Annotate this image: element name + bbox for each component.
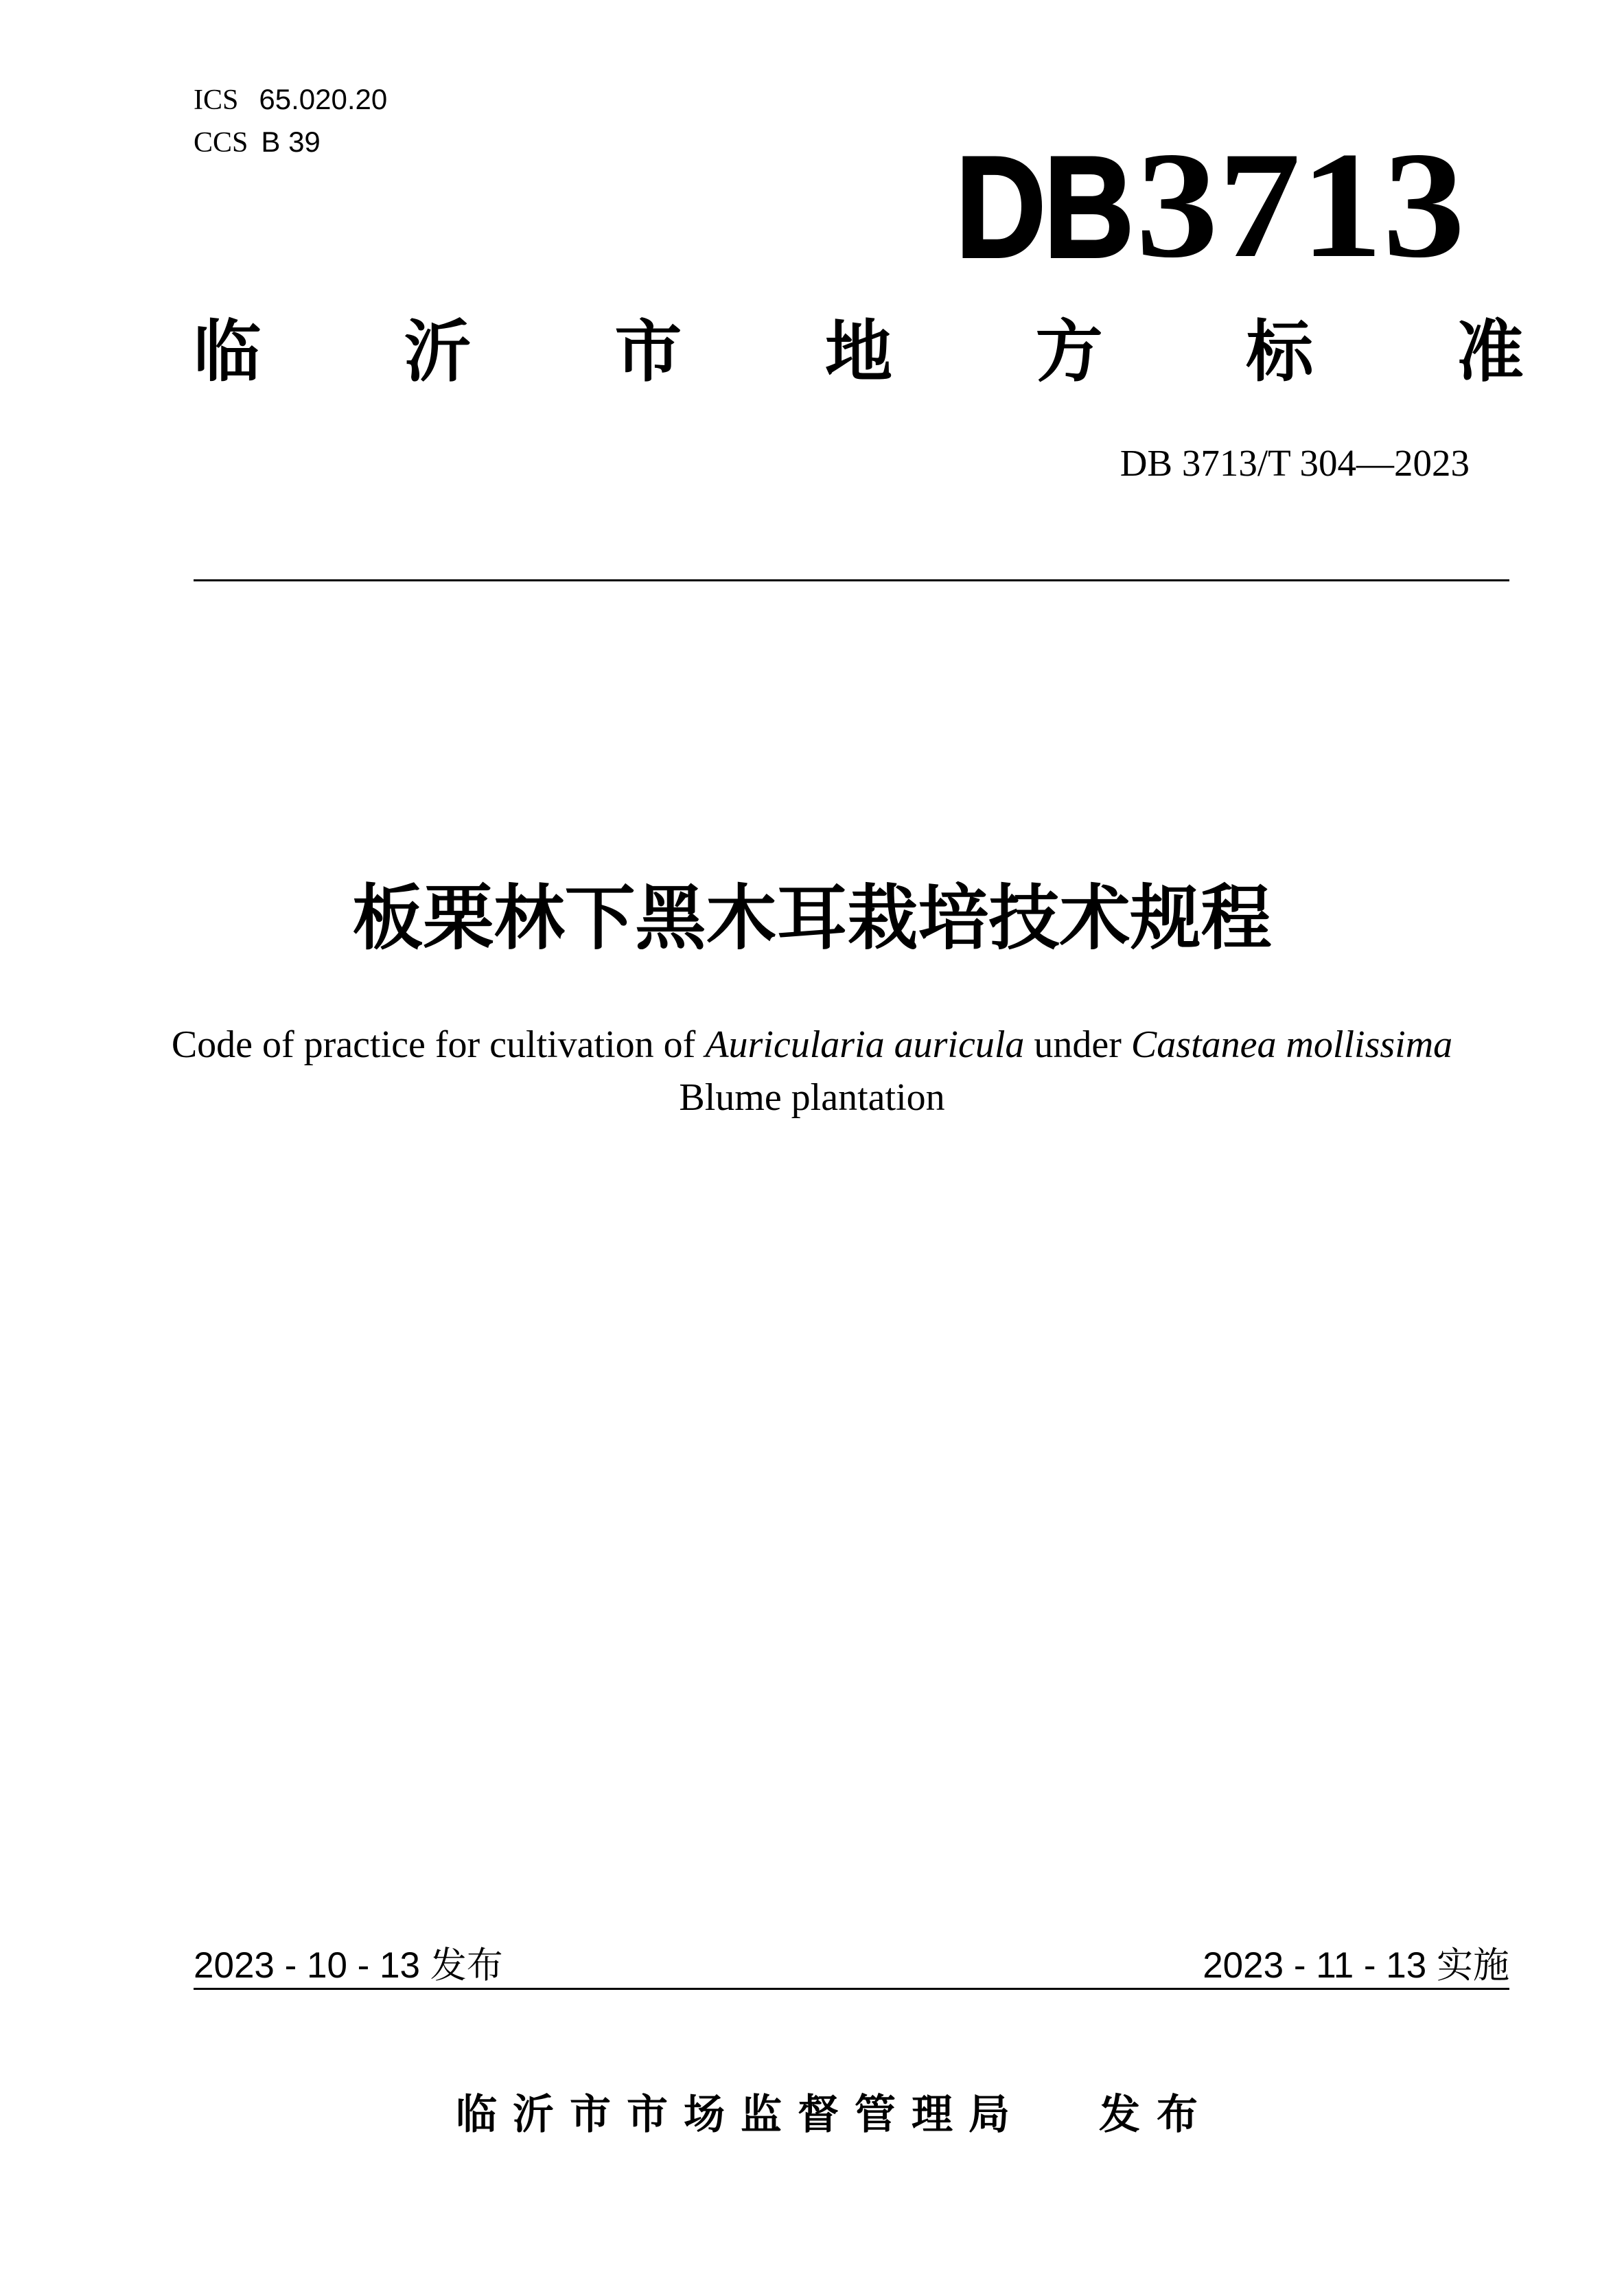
standard-type-heading [194, 313, 1524, 391]
implementation-label: 实施 [1437, 1945, 1509, 1986]
implementation-date: 2023 - 11 - 13 [1203, 1945, 1427, 1986]
standard-type-char: 临 [194, 313, 262, 391]
emblem-number: 3713 [1136, 121, 1465, 290]
bottom-divider [194, 1988, 1509, 1990]
issue-label: 发布 [430, 1945, 503, 1986]
english-title-connector: under [1034, 1023, 1122, 1066]
english-title-species-2: Castanea mollissima [1130, 1023, 1453, 1066]
english-title [0, 1019, 1624, 1124]
standard-type-char: 沂 [404, 313, 472, 391]
standard-type-char: 准 [1456, 313, 1524, 391]
emblem-prefix: DB [955, 126, 1132, 288]
standard-type-char: 市 [614, 313, 682, 391]
issue-date: 2023 - 10 - 13 [194, 1945, 421, 1986]
standard-number: DB 3713/T 304—2023 [1120, 442, 1470, 484]
ccs-classification [194, 128, 321, 157]
standard-type-char: 地 [824, 313, 892, 391]
english-title-species-1: Auricularia auricula [705, 1023, 1025, 1066]
chinese-title: 板栗林下黑木耳栽培技术规程 [352, 877, 1272, 960]
implementation-date-block [1203, 1947, 1509, 1984]
ics-classification [194, 85, 387, 115]
english-title-lead: Code of practice for cultivation of [171, 1023, 696, 1066]
ccs-code: B 39 [261, 126, 321, 158]
ccs-label: CCS [194, 127, 248, 159]
standard-type-char: 方 [1035, 313, 1103, 391]
issue-date-block [194, 1947, 503, 1984]
ics-code: 65.020.20 [259, 83, 388, 115]
standard-type-char: 标 [1246, 313, 1314, 391]
publisher-name: 临沂市市场监督管理局 [456, 2091, 1025, 2139]
ics-label: ICS [194, 84, 239, 116]
english-title-line-2: Blume plantation [679, 1076, 945, 1119]
english-title-line-1 [0, 1019, 1624, 1071]
top-divider [194, 579, 1509, 581]
publisher-label: 发布 [1099, 2091, 1214, 2139]
